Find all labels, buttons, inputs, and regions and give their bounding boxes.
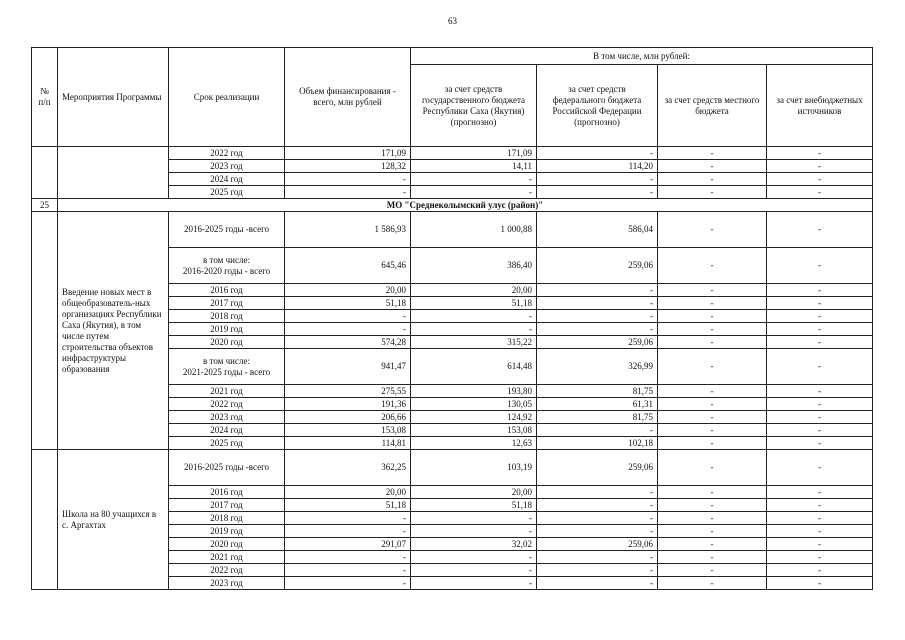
section-number: 25	[32, 199, 58, 212]
period-cell: 2023 год	[169, 160, 285, 173]
period-cell: 2019 год	[169, 525, 285, 538]
value-cell: 645,46	[285, 248, 411, 284]
table-body	[32, 147, 873, 590]
event-title: Введение новых мест в общеобразователь-ных организациях Республики Саха (Якутия), в том числе путем строительства объектов инфраструктуры образования	[58, 212, 169, 450]
value-cell: 171,09	[411, 147, 537, 160]
value-cell: -	[285, 186, 411, 199]
value-cell: -	[658, 512, 767, 525]
period-cell: 2023 год	[169, 411, 285, 424]
value-cell: 124,92	[411, 411, 537, 424]
value-cell: -	[411, 525, 537, 538]
value-cell: 114,20	[537, 160, 658, 173]
period-cell: 2017 год	[169, 499, 285, 512]
period-cell: 2016-2025 годы -всего	[169, 212, 285, 248]
value-cell: -	[658, 323, 767, 336]
value-cell: -	[658, 564, 767, 577]
value-cell: 614,48	[411, 349, 537, 385]
value-cell: -	[767, 212, 873, 248]
table-row	[32, 450, 873, 486]
value-cell: -	[658, 577, 767, 590]
period-cell: 2020 год	[169, 336, 285, 349]
value-cell: -	[285, 310, 411, 323]
value-cell: -	[285, 323, 411, 336]
period-cell: 2019 год	[169, 323, 285, 336]
value-cell: -	[658, 212, 767, 248]
value-cell: -	[658, 248, 767, 284]
table-row	[32, 147, 873, 160]
value-cell: -	[537, 424, 658, 437]
period-cell: 2016 год	[169, 486, 285, 499]
value-cell: 1 586,93	[285, 212, 411, 248]
value-cell: -	[658, 336, 767, 349]
value-cell: -	[537, 297, 658, 310]
value-cell: -	[537, 323, 658, 336]
value-cell: -	[767, 486, 873, 499]
value-cell: -	[285, 525, 411, 538]
value-cell: 941,47	[285, 349, 411, 385]
period-cell: 2024 год	[169, 173, 285, 186]
value-cell: -	[537, 551, 658, 564]
value-cell: 259,06	[537, 248, 658, 284]
value-cell: -	[411, 512, 537, 525]
value-cell: -	[658, 385, 767, 398]
section-row	[32, 199, 873, 212]
value-cell: -	[767, 336, 873, 349]
value-cell: 193,80	[411, 385, 537, 398]
period-cell: 2024 год	[169, 424, 285, 437]
value-cell: -	[767, 173, 873, 186]
value-cell: 81,75	[537, 411, 658, 424]
value-cell: -	[767, 538, 873, 551]
value-cell: -	[658, 160, 767, 173]
value-cell: -	[767, 310, 873, 323]
value-cell: 81,75	[537, 385, 658, 398]
value-cell: 20,00	[285, 284, 411, 297]
value-cell: 12,63	[411, 437, 537, 450]
value-cell: 315,22	[411, 336, 537, 349]
value-cell: -	[537, 284, 658, 297]
value-cell: -	[658, 310, 767, 323]
value-cell: -	[767, 551, 873, 564]
value-cell: 153,08	[411, 424, 537, 437]
value-cell: 171,09	[285, 147, 411, 160]
value-cell: 153,08	[285, 424, 411, 437]
value-cell: -	[411, 577, 537, 590]
value-cell: -	[767, 186, 873, 199]
value-cell: -	[285, 551, 411, 564]
value-cell: -	[537, 147, 658, 160]
period-cell: 2016 год	[169, 284, 285, 297]
period-cell: 2021 год	[169, 551, 285, 564]
value-cell: 51,18	[411, 297, 537, 310]
period-cell: 2016-2025 годы -всего	[169, 450, 285, 486]
value-cell: -	[658, 437, 767, 450]
value-cell: 259,06	[537, 450, 658, 486]
header-term: Срок реализации	[169, 48, 285, 147]
period-cell: 2022 год	[169, 398, 285, 411]
value-cell: 206,66	[285, 411, 411, 424]
value-cell: 102,18	[537, 437, 658, 450]
value-cell: -	[767, 437, 873, 450]
value-cell: 326,99	[537, 349, 658, 385]
value-cell: 275,55	[285, 385, 411, 398]
value-cell: -	[767, 323, 873, 336]
value-cell: 291,07	[285, 538, 411, 551]
value-cell: -	[767, 577, 873, 590]
value-cell: -	[767, 385, 873, 398]
value-cell: -	[767, 248, 873, 284]
period-cell: 2018 год	[169, 310, 285, 323]
period-cell: 2018 год	[169, 512, 285, 525]
header-including: В том числе, млн рублей:	[411, 48, 873, 65]
num-cell	[32, 147, 58, 199]
period-cell: 2022 год	[169, 147, 285, 160]
value-cell: -	[658, 186, 767, 199]
value-cell: 51,18	[411, 499, 537, 512]
value-cell: -	[767, 160, 873, 173]
value-cell: -	[767, 564, 873, 577]
value-cell: -	[658, 297, 767, 310]
value-cell: -	[537, 512, 658, 525]
value-cell: 586,04	[537, 212, 658, 248]
value-cell: -	[411, 310, 537, 323]
num-cell	[32, 212, 58, 450]
value-cell: -	[285, 512, 411, 525]
event-title: Школа на 80 учащихся в с. Аргахтах	[58, 450, 169, 590]
value-cell: -	[658, 525, 767, 538]
value-cell: -	[658, 551, 767, 564]
value-cell: -	[658, 450, 767, 486]
value-cell: -	[411, 551, 537, 564]
value-cell: 128,32	[285, 160, 411, 173]
header-federal-budget: за счет средств федерального бюджета Российской Федерации (прогнозно)	[537, 65, 658, 147]
period-cell: 2022 год	[169, 564, 285, 577]
header-total: Объем финансирования - всего, млн рублей	[285, 48, 411, 147]
value-cell: -	[411, 564, 537, 577]
num-cell	[32, 450, 58, 590]
value-cell: -	[537, 186, 658, 199]
value-cell: -	[767, 297, 873, 310]
value-cell: 51,18	[285, 297, 411, 310]
value-cell: -	[658, 411, 767, 424]
value-cell: 61,31	[537, 398, 658, 411]
value-cell: 259,06	[537, 538, 658, 551]
value-cell: 1 000,88	[411, 212, 537, 248]
value-cell: 362,25	[285, 450, 411, 486]
event-cell	[58, 147, 169, 199]
header-republic-budget: за счет средств государственного бюджета Республики Саха (Якутия) (прогнозно)	[411, 65, 537, 147]
value-cell: 191,36	[285, 398, 411, 411]
value-cell: -	[285, 173, 411, 186]
value-cell: 259,06	[537, 336, 658, 349]
value-cell: -	[285, 564, 411, 577]
header-event: Мероприятия Программы	[58, 48, 169, 147]
value-cell: -	[537, 310, 658, 323]
period-cell: в том числе: 2016-2020 годы - всего	[169, 248, 285, 284]
table-row	[32, 212, 873, 248]
value-cell: -	[411, 173, 537, 186]
period-cell: 2021 год	[169, 385, 285, 398]
financing-table	[31, 47, 873, 590]
value-cell: 20,00	[285, 486, 411, 499]
value-cell: -	[658, 147, 767, 160]
value-cell: -	[658, 398, 767, 411]
value-cell: 130,05	[411, 398, 537, 411]
value-cell: -	[767, 512, 873, 525]
value-cell: -	[537, 499, 658, 512]
value-cell: -	[767, 424, 873, 437]
value-cell: 32,02	[411, 538, 537, 551]
value-cell: 20,00	[411, 284, 537, 297]
value-cell: -	[411, 186, 537, 199]
value-cell: -	[767, 398, 873, 411]
page-number: 63	[448, 16, 457, 26]
value-cell: -	[658, 173, 767, 186]
value-cell: -	[658, 538, 767, 551]
period-cell: 2020 год	[169, 538, 285, 551]
value-cell: -	[537, 525, 658, 538]
period-cell: 2025 год	[169, 437, 285, 450]
period-cell: 2025 год	[169, 186, 285, 199]
value-cell: 51,18	[285, 499, 411, 512]
value-cell: -	[537, 564, 658, 577]
header-num: № п/п	[32, 48, 58, 147]
value-cell: 103,19	[411, 450, 537, 486]
value-cell: -	[767, 411, 873, 424]
value-cell: -	[658, 486, 767, 499]
period-cell: 2023 год	[169, 577, 285, 590]
value-cell: -	[767, 450, 873, 486]
value-cell: 574,28	[285, 336, 411, 349]
value-cell: 114,81	[285, 437, 411, 450]
value-cell: -	[658, 499, 767, 512]
value-cell: -	[537, 486, 658, 499]
value-cell: -	[658, 284, 767, 297]
value-cell: -	[767, 499, 873, 512]
value-cell: -	[411, 323, 537, 336]
value-cell: -	[767, 525, 873, 538]
value-cell: -	[767, 349, 873, 385]
period-cell: 2017 год	[169, 297, 285, 310]
value-cell: -	[537, 173, 658, 186]
period-cell: в том числе: 2021-2025 годы - всего	[169, 349, 285, 385]
value-cell: 20,00	[411, 486, 537, 499]
value-cell: -	[658, 349, 767, 385]
value-cell: -	[537, 577, 658, 590]
header-extra-budget: за счет внебюджетных источников	[767, 65, 873, 147]
value-cell: -	[658, 424, 767, 437]
value-cell: 386,40	[411, 248, 537, 284]
header-local-budget: за счет средств местного бюджета	[658, 65, 767, 147]
value-cell: -	[767, 147, 873, 160]
value-cell: 14,11	[411, 160, 537, 173]
value-cell: -	[285, 577, 411, 590]
section-title: МО "Среднеколымский улус (район)"	[58, 199, 873, 212]
value-cell: -	[767, 284, 873, 297]
